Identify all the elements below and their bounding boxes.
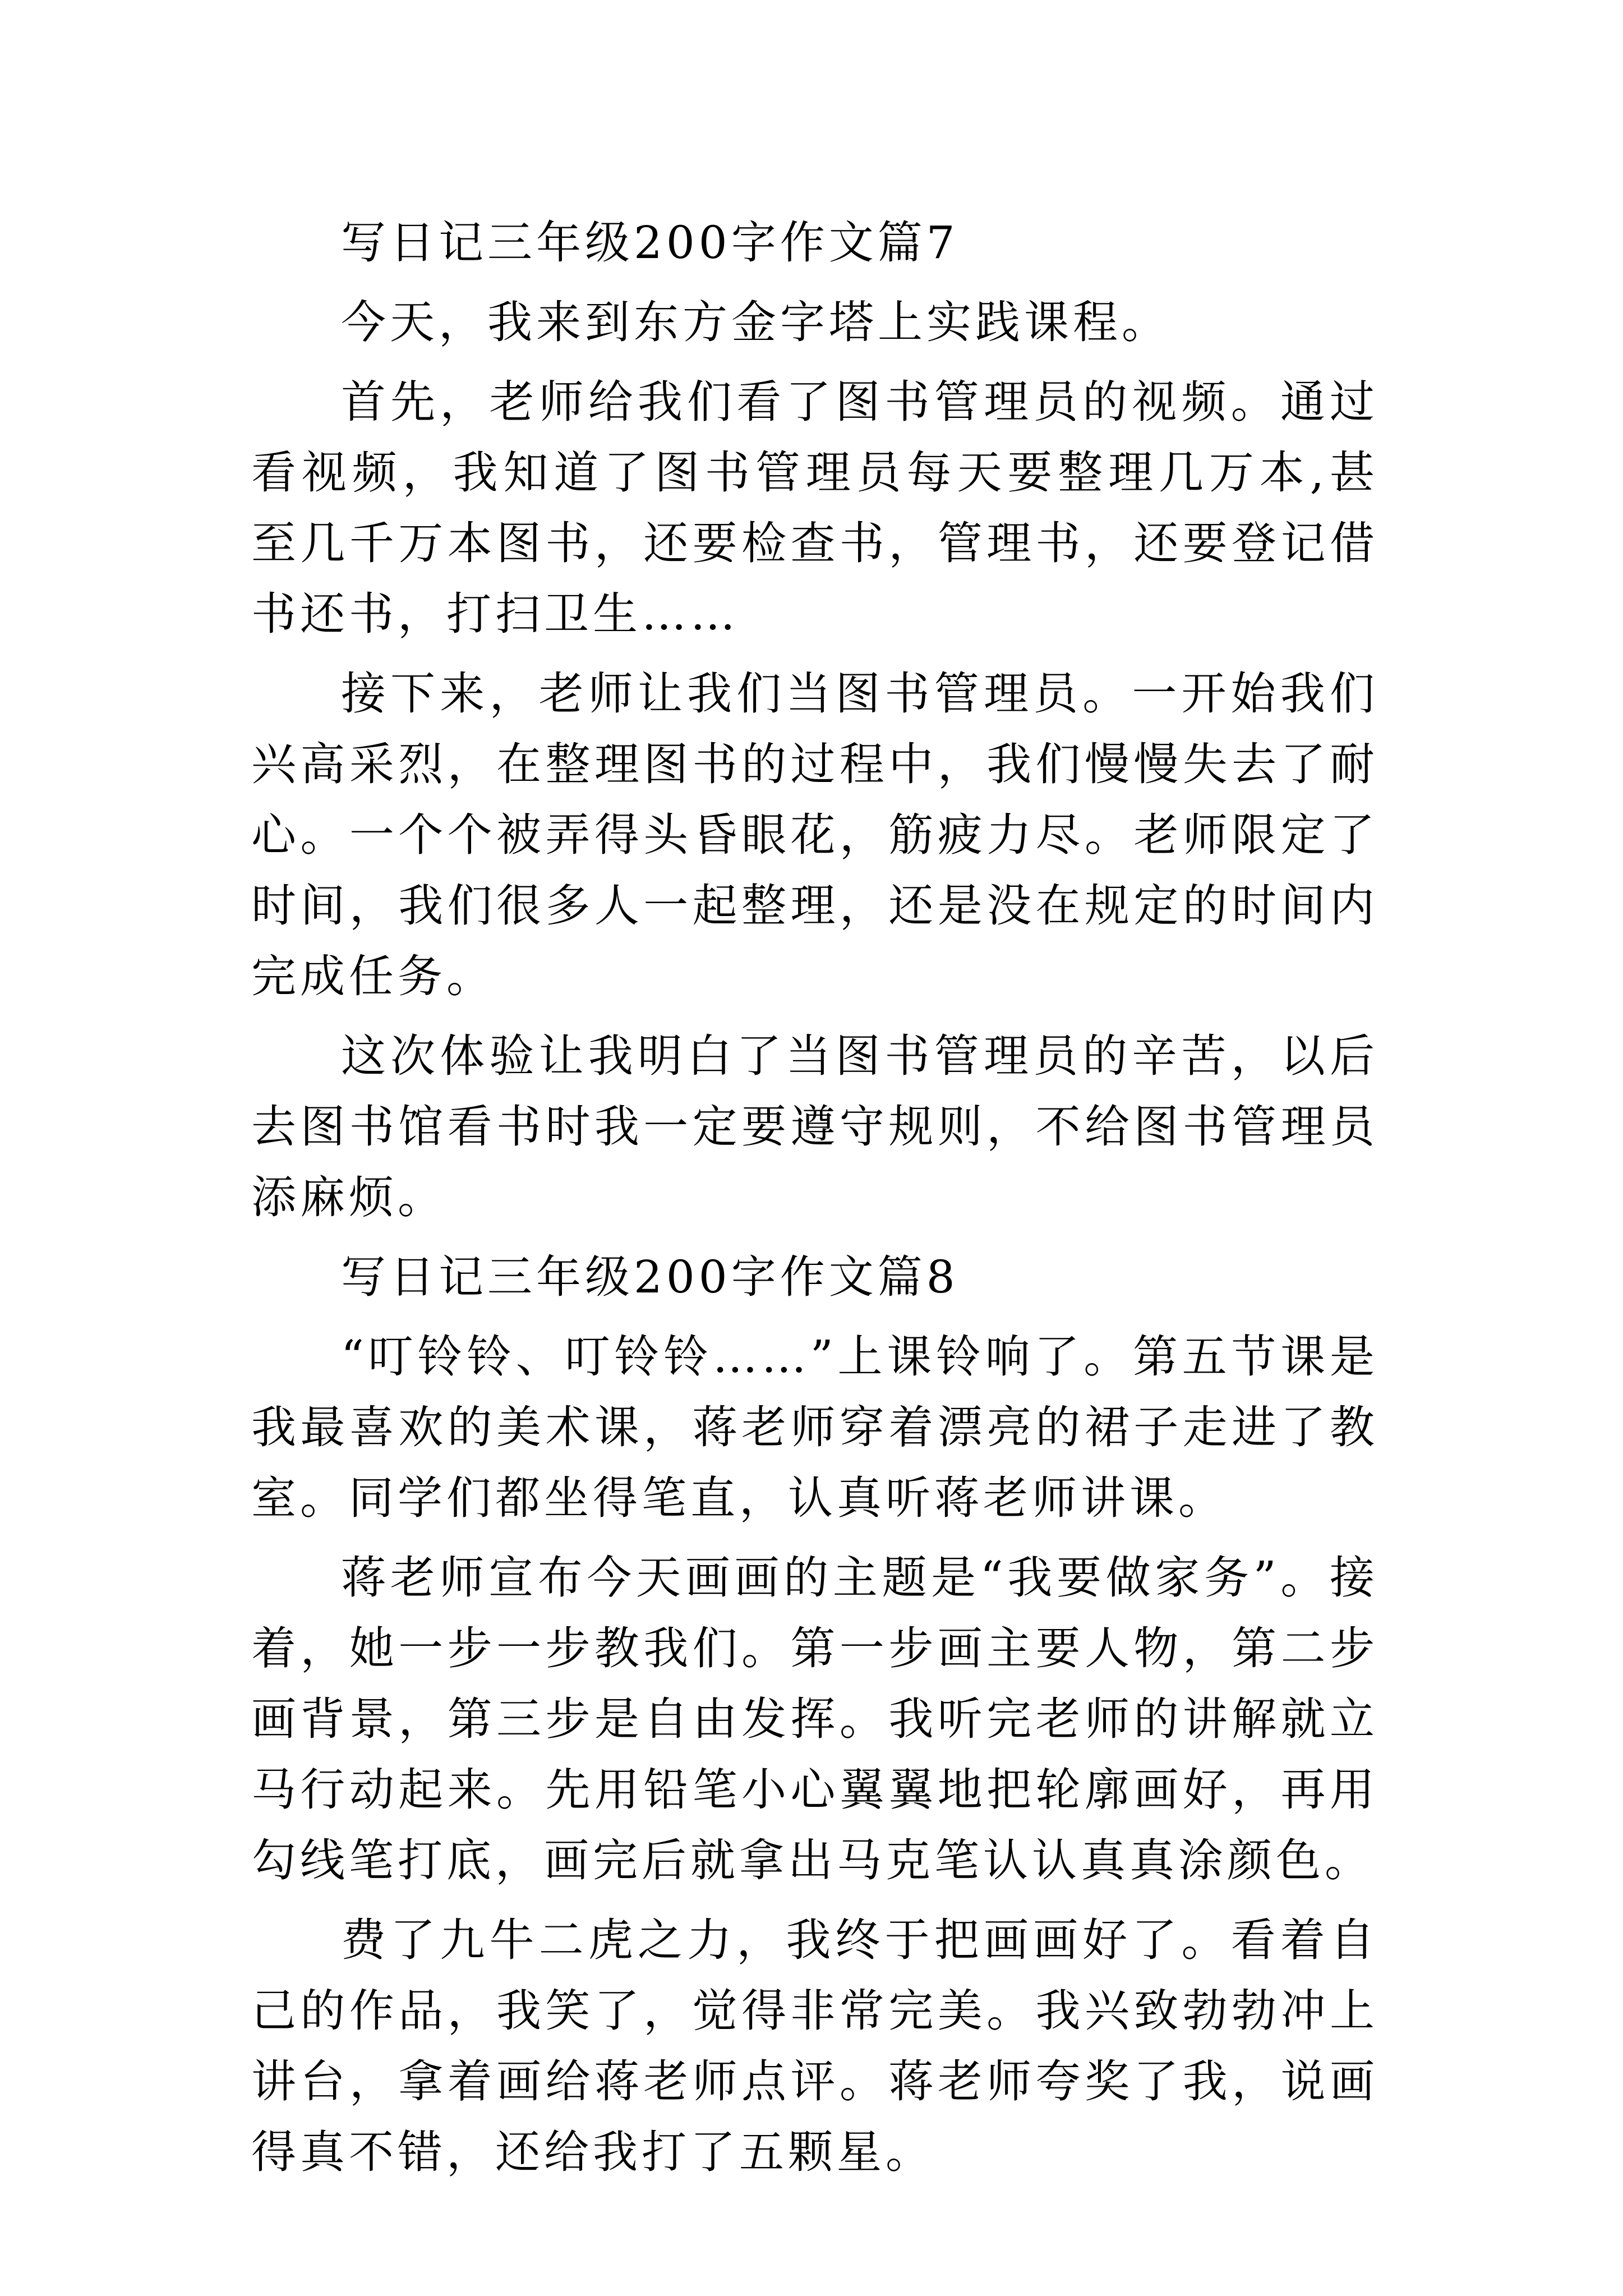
document-body [251, 208, 1378, 2197]
paragraph: “叮铃铃、叮铃铃……”上课铃响了。第五节课是我最喜欢的美术课，蒋老师穿着漂亮的裙子走进了教室。同学们都坐得笔直，认真听蒋老师讲课。 [251, 1331, 1378, 1524]
paragraph: 接下来，老师让我们当图书管理员。一开始我们兴高采烈，在整理图书的过程中，我们慢慢失去了耐心。一个个被弄得头昏眼花，筋疲力尽。老师限定了时间，我们很多人一起整理，还是没在规定的时间内完成任务。 [251, 668, 1378, 1002]
paragraph: 费了九牛二虎之力，我终于把画画好了。看着自己的作品，我笑了，觉得非常完美。我兴致勃勃冲上讲台，拿着画给蒋老师点评。蒋老师夸奖了我，说画得真不错，还给我打了五颗星。 [251, 1914, 1378, 2178]
paragraph: 今天，我来到东方金字塔上实践课程。 [341, 296, 1170, 348]
section-heading-8: 写日记三年级200字作文篇8 [341, 1251, 959, 1303]
paragraph: 首先，老师给我们看了图书管理员的视频。通过看视频，我知道了图书管理员每天要整理几万本,甚至几千万本图书，还要检查书，管理书，还要登记借书还书，打扫卫生…… [251, 376, 1378, 640]
paragraph: 蒋老师宣布今天画画的主题是“我要做家务”。接着，她一步一步教我们。第一步画主要人物，第二步画背景，第三步是自由发挥。我听完老师的讲解就立马行动起来。先用铅笔小心翼翼地把轮廓画好，再用勾线笔打底，画完后就拿出马克笔认认真真涂颜色。 [251, 1552, 1378, 1887]
section-heading-7: 写日记三年级200字作文篇7 [341, 217, 959, 269]
paragraph: 这次体验让我明白了当图书管理员的辛苦，以后去图书馆看书时我一定要遵守规则，不给图书管理员添麻烦。 [251, 1030, 1378, 1223]
